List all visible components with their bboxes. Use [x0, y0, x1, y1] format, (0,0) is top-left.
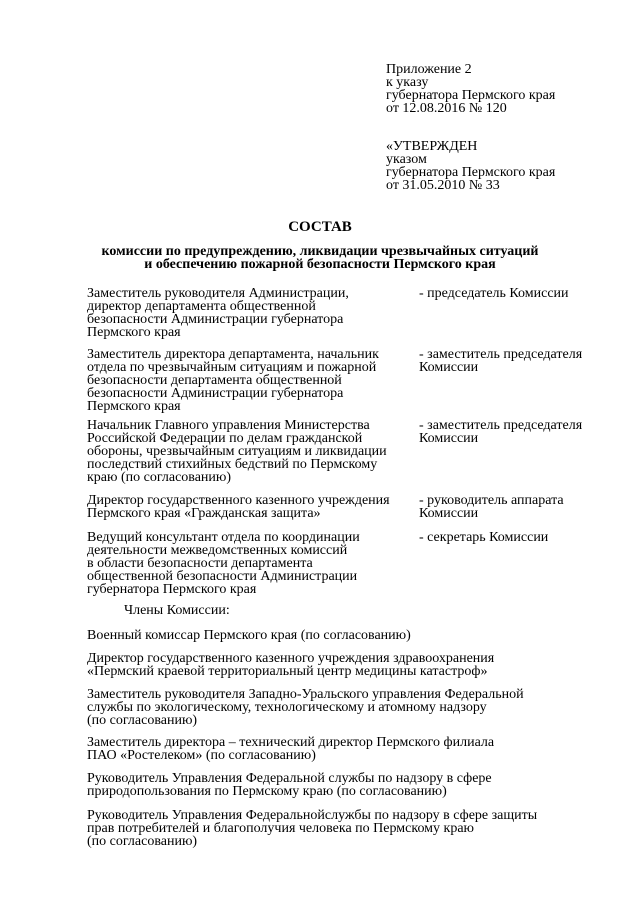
- leadership-name: Ведущий консультант отдела по координации деятельности межведомственных комиссий в области безопасности департамента общественной безопасности Администрации губернатора Пермского края: [87, 530, 360, 597]
- member-item: Заместитель руководителя Западно-Уральского управления Федеральной службы по экологическому, технологическому и атомному надзору (по согласованию): [87, 687, 524, 728]
- member-item: Директор государственного казенного учреждения здравоохранения «Пермский краевой территориальный центр медицины катастроф»: [87, 651, 495, 679]
- leadership-name: Заместитель руководителя Администрации, директор департамента общественной безопасности Администрации губернатора Пермского края: [87, 286, 349, 340]
- document-title: СОСТАВ: [288, 219, 352, 235]
- document-subtitle: комиссии по предупреждению, ликвидации чрезвычайных ситуаций и обеспечению пожарной безопасности Пермского края: [101, 244, 539, 272]
- leadership-role: - заместитель председателя Комиссии: [419, 418, 583, 446]
- member-item: Руководитель Управления Федеральной службы по надзору в сфере природопользования по Пермскому краю (по согласованию): [87, 771, 492, 799]
- members-heading: Члены Комиссии:: [124, 603, 230, 618]
- leadership-role: - руководитель аппарата Комиссии: [419, 493, 564, 521]
- approved-note: «УТВЕРЖДЕН указом губернатора Пермского края от 31.05.2010 № 33: [386, 139, 556, 193]
- leadership-name: Начальник Главного управления Министерства Российской Федерации по делам гражданской обороны, чрезвычайным ситуациям и ликвидации последствий стихийных бедствий по Пермскому краю (по согласованию): [87, 418, 387, 485]
- member-item: Военный комиссар Пермского края (по согласованию): [87, 628, 411, 643]
- leadership-role: - председатель Комиссии: [419, 286, 569, 301]
- leadership-name: Заместитель директора департамента, начальник отдела по чрезвычайным ситуациям и пожарной безопасности департамента общественной безопасности Администрации губернатора Пермского края: [87, 347, 379, 414]
- annex-note: Приложение 2 к указу губернатора Пермского края от 12.08.2016 № 120: [386, 62, 556, 116]
- member-item: Руководитель Управления Федеральнойслужбы по надзору в сфере защиты прав потребителей и благополучия человека по Пермскому краю (по согласованию): [87, 808, 538, 849]
- leadership-role: - заместитель председателя Комиссии: [419, 347, 583, 375]
- leadership-role: - секретарь Комиссии: [419, 530, 549, 545]
- leadership-name: Директор государственного казенного учреждения Пермского края «Гражданская защита»: [87, 493, 390, 521]
- member-item: Заместитель директора – технический директор Пермского филиала ПАО «Ростелеком» (по согласованию): [87, 735, 495, 763]
